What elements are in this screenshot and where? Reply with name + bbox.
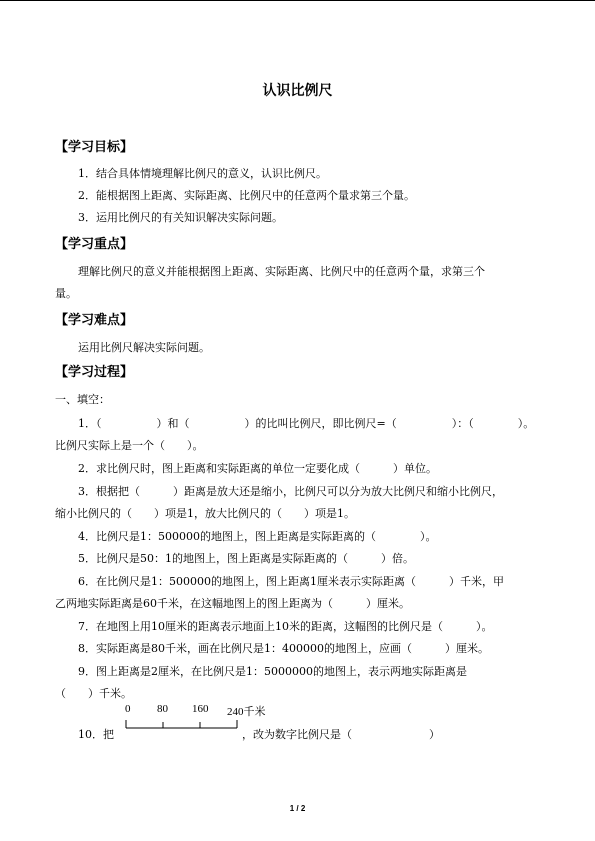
question-1: 1．（ ）和（ ）的比叫比例尺，即比例尺=（ ）：（ ）。 [78, 417, 535, 430]
question-5: 5．比例尺是50：1的地图上，图上距离是实际距离的（ ）倍。 [78, 552, 414, 565]
page-number: 1 / 2 [289, 804, 306, 813]
scale-label: 80 [157, 703, 168, 715]
goal-item: 1．结合具体情境理解比例尺的意义，认识比例尺。 [78, 167, 327, 180]
question-10: 10．把 [78, 728, 114, 741]
question-6: 6．在比例尺是1：500000的地图上，图上距离1厘米表示实际距离（ ）千米，甲 [78, 575, 504, 588]
question-8: 8．实际距离是80千米，画在比例尺是1：400000的地图上，应画（ ）厘米。 [78, 642, 489, 655]
section-heading-goal: 【学习目标】 [55, 140, 134, 155]
page-title: 认识比例尺 [262, 83, 333, 99]
question-9-cont: （ ）千米。 [55, 687, 132, 700]
goal-item: 3．运用比例尺的有关知识解决实际问题。 [78, 211, 283, 224]
part-heading: 一、填空： [55, 393, 110, 406]
question-2: 2．求比例尺时，图上距离和实际距离的单位一定要化成（ ）单位。 [78, 462, 437, 475]
goal-item: 2．能根据图上距离、实际距离、比例尺中的任意两个量求第三个量。 [78, 189, 415, 202]
question-7: 7．在地图上用10厘米的距离表示地面上10米的距离，这幅图的比例尺是（ ）。 [78, 620, 493, 633]
scale-label: 160 [192, 703, 209, 715]
section-heading-process: 【学习过程】 [55, 365, 134, 380]
section-heading-focus: 【学习重点】 [55, 237, 134, 252]
top-border [0, 0, 595, 1]
section-heading-difficulty: 【学习难点】 [55, 313, 134, 328]
question-4: 4．比例尺是1：500000的地图上，图上距离是实际距离的（ ）。 [78, 530, 437, 543]
focus-text: 理解比例尺的意义并能根据图上距离、实际距离、比例尺中的任意两个量，求第三个 [78, 265, 485, 278]
question-9: 9．图上距离是2厘米，在比例尺是1：5000000的地图上，表示两地实际距离是 [78, 665, 467, 678]
question-3-cont: 缩小比例尺的（ ）项是1，放大比例尺的（ ）项是1。 [55, 507, 355, 520]
focus-text: 量。 [55, 287, 77, 300]
question-3: 3．根据把（ ）距离是放大还是缩小，比例尺可以分为放大比例尺和缩小比例尺， [78, 485, 503, 498]
scale-label: 0 [125, 703, 131, 715]
question-6-cont: 乙两地实际距离是60千米，在这幅地图上的图上距离为（ ）厘米。 [55, 597, 410, 610]
scale-label: 240千米 [227, 706, 266, 718]
difficulty-text: 运用比例尺解决实际问题。 [78, 341, 210, 354]
scale-bar-icon [125, 717, 240, 731]
question-10-cont: ，改为数字比例尺是（ ） [242, 728, 440, 741]
question-1-cont: 比例尺实际上是一个（ ）。 [55, 439, 204, 452]
